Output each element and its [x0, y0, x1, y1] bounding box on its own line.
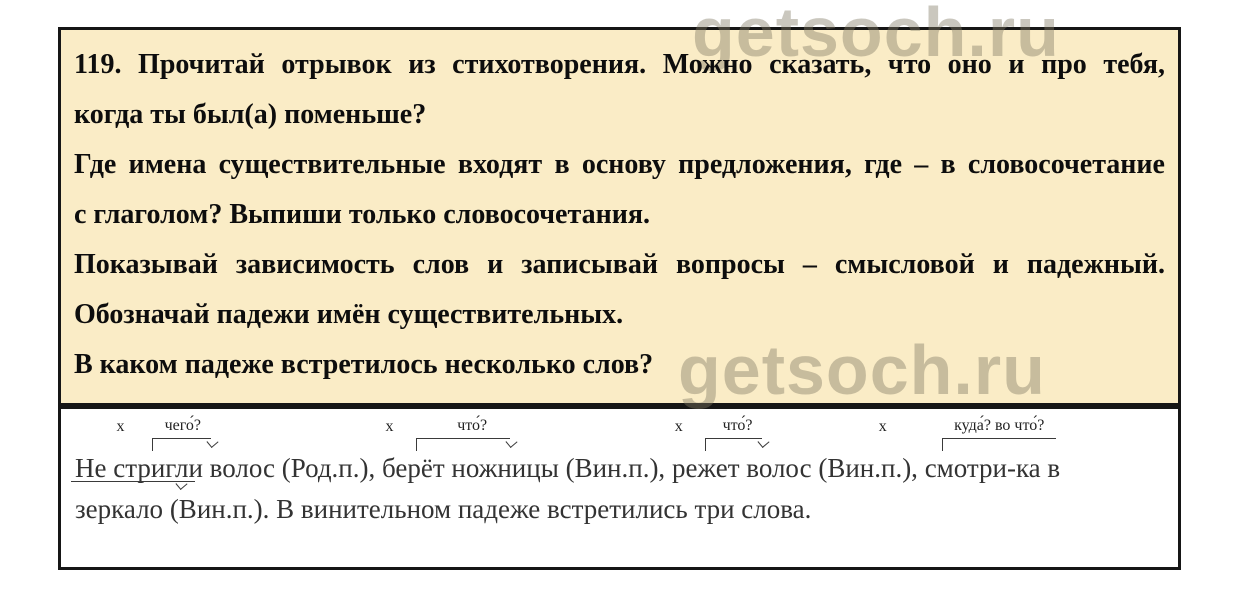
dependent-word-zerkalo: [75, 494, 163, 526]
word-pair-beryot-nozhnitsy: [382, 417, 559, 485]
exercise-line: В каком падеже встретилось несколько слов?: [74, 349, 654, 380]
dependency-arrow: [705, 438, 762, 451]
answer-text-block: [61, 409, 1178, 526]
case-question-label: чего́?: [164, 417, 202, 434]
answer-text: (Вин.п.),: [811, 453, 925, 483]
exercise-line: 119. Прочитай отрывок из стихотворения. Можно сказать, что оно и про тебя,: [74, 49, 1165, 80]
exercise-box: [58, 27, 1181, 406]
head-word-marker: х: [674, 418, 683, 435]
dependency-arrow: [942, 438, 1055, 451]
exercise-line: Показывай зависимость слов и записывай вопросы – смысловой и падежный.: [74, 249, 1165, 280]
answer-line-2: [75, 494, 1170, 526]
answer-text: режет волос: [671, 453, 812, 483]
head-word-marker: х: [385, 418, 394, 435]
answer-text: (Вин.п.),: [558, 453, 672, 483]
watermark-getsoch: getsoch.ru: [678, 331, 1046, 409]
case-question-label: что́?: [722, 417, 753, 434]
dependency-arrow: [152, 438, 211, 451]
answer-text: зеркало: [75, 493, 164, 524]
answer-text: (Вин.п.). В винительном падеже встретились три слова.: [163, 493, 812, 524]
answer-text: Не: [75, 453, 114, 483]
case-question-label: что́?: [457, 417, 488, 434]
answer-text: берёт ножницы: [382, 453, 559, 483]
head-word-marker: х: [116, 418, 125, 435]
word-pair-smotri-ka-v: [878, 417, 1061, 485]
exercise-line: Где имена существительные входят в основу предложения, где – в словосочетание: [74, 149, 1165, 180]
exercise-line: с глаголом? Выпиши только словосочетания.: [74, 199, 650, 230]
answer-box: [58, 406, 1181, 570]
answer-text: стригли волос: [113, 453, 276, 483]
dependency-arrow: [416, 438, 511, 451]
case-question-label: куда́? во что́?: [954, 417, 1045, 434]
head-word-marker: х: [878, 418, 887, 435]
word-pair-rezhet-volos: [671, 417, 812, 485]
answer-text: (Род.п.),: [275, 453, 383, 483]
answer-text: смотри-ка в: [924, 453, 1061, 483]
answer-line-1: [75, 411, 1170, 485]
exercise-text-block: [61, 30, 1178, 390]
dependency-arrow: [71, 481, 195, 492]
watermark-getsoch: getsoch.ru: [692, 0, 1060, 71]
exercise-line: когда ты был(а) поменьше?: [74, 99, 427, 130]
exercise-line: Обозначай падежи имён существительных.: [74, 299, 624, 330]
